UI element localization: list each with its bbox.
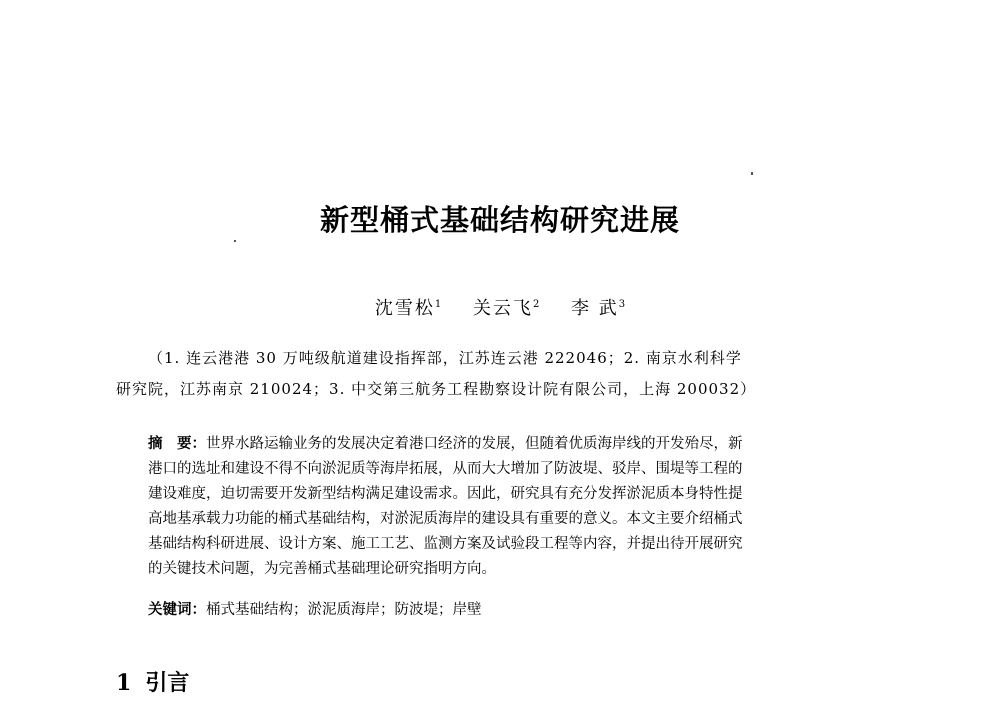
abstract-line: [148, 432, 868, 457]
author-affiliation-mark: 1: [434, 299, 442, 310]
abstract-line: 基础结构科研进展、设计方案、施工工艺、监测方案及试验段工程等内容，并提出待开展研究: [148, 536, 743, 552]
abstract: [148, 432, 868, 582]
paper-title: 新型桶式基础结构研究进展: [319, 203, 680, 237]
abstract-line: 高地基承载力功能的桶式基础结构，对淤泥质海岸的建设具有重要的意义。本文主要介绍桶式: [148, 511, 743, 527]
author-affiliation-mark: 3: [618, 299, 626, 310]
author-list: [0, 294, 1000, 320]
abstract-line: 的关键技术问题，为完善桶式基础理论研究指明方向。: [148, 561, 496, 577]
affiliation-line: 研究院，江苏南京 210024；3. 中交第三航务工程勘察设计院有限公司，上海 200032）: [116, 380, 757, 398]
author-name: 关云飞: [472, 298, 533, 319]
abstract-label: 摘 要：: [148, 436, 206, 452]
keywords: [148, 598, 482, 619]
author-name: 李 武: [571, 298, 619, 319]
author-name: 沈雪松: [374, 298, 435, 319]
section-heading: [116, 666, 189, 697]
keywords-text: 桶式基础结构；淤泥质海岸；防波堤；岸壁: [206, 602, 482, 618]
section-title: 引言: [145, 670, 190, 696]
abstract-line: 建设难度，迫切需要开发新型结构满足建设需求。因此，研究具有充分发挥淤泥质本身特性提: [148, 486, 743, 502]
keywords-label: 关键词：: [148, 602, 206, 618]
scan-speck: [751, 172, 753, 175]
affiliation-line: （1. 连云港港 30 万吨级航道建设指挥部，江苏连云港 222046；2. 南京水利科学: [148, 349, 742, 367]
abstract-text: 世界水路运输业务的发展决定着港口经济的发展，但随着优质海岸线的开发殆尽，新: [206, 436, 743, 452]
author-affiliation-mark: 2: [532, 299, 540, 310]
author: [571, 294, 625, 320]
author: [473, 294, 539, 320]
section-number: 1: [116, 670, 132, 696]
author: [375, 294, 441, 320]
scan-speck: [234, 240, 236, 242]
abstract-line: 港口的选址和建设不得不向淤泥质等海岸拓展，从而大大增加了防波堤、驳岸、围堤等工程的: [148, 461, 743, 477]
